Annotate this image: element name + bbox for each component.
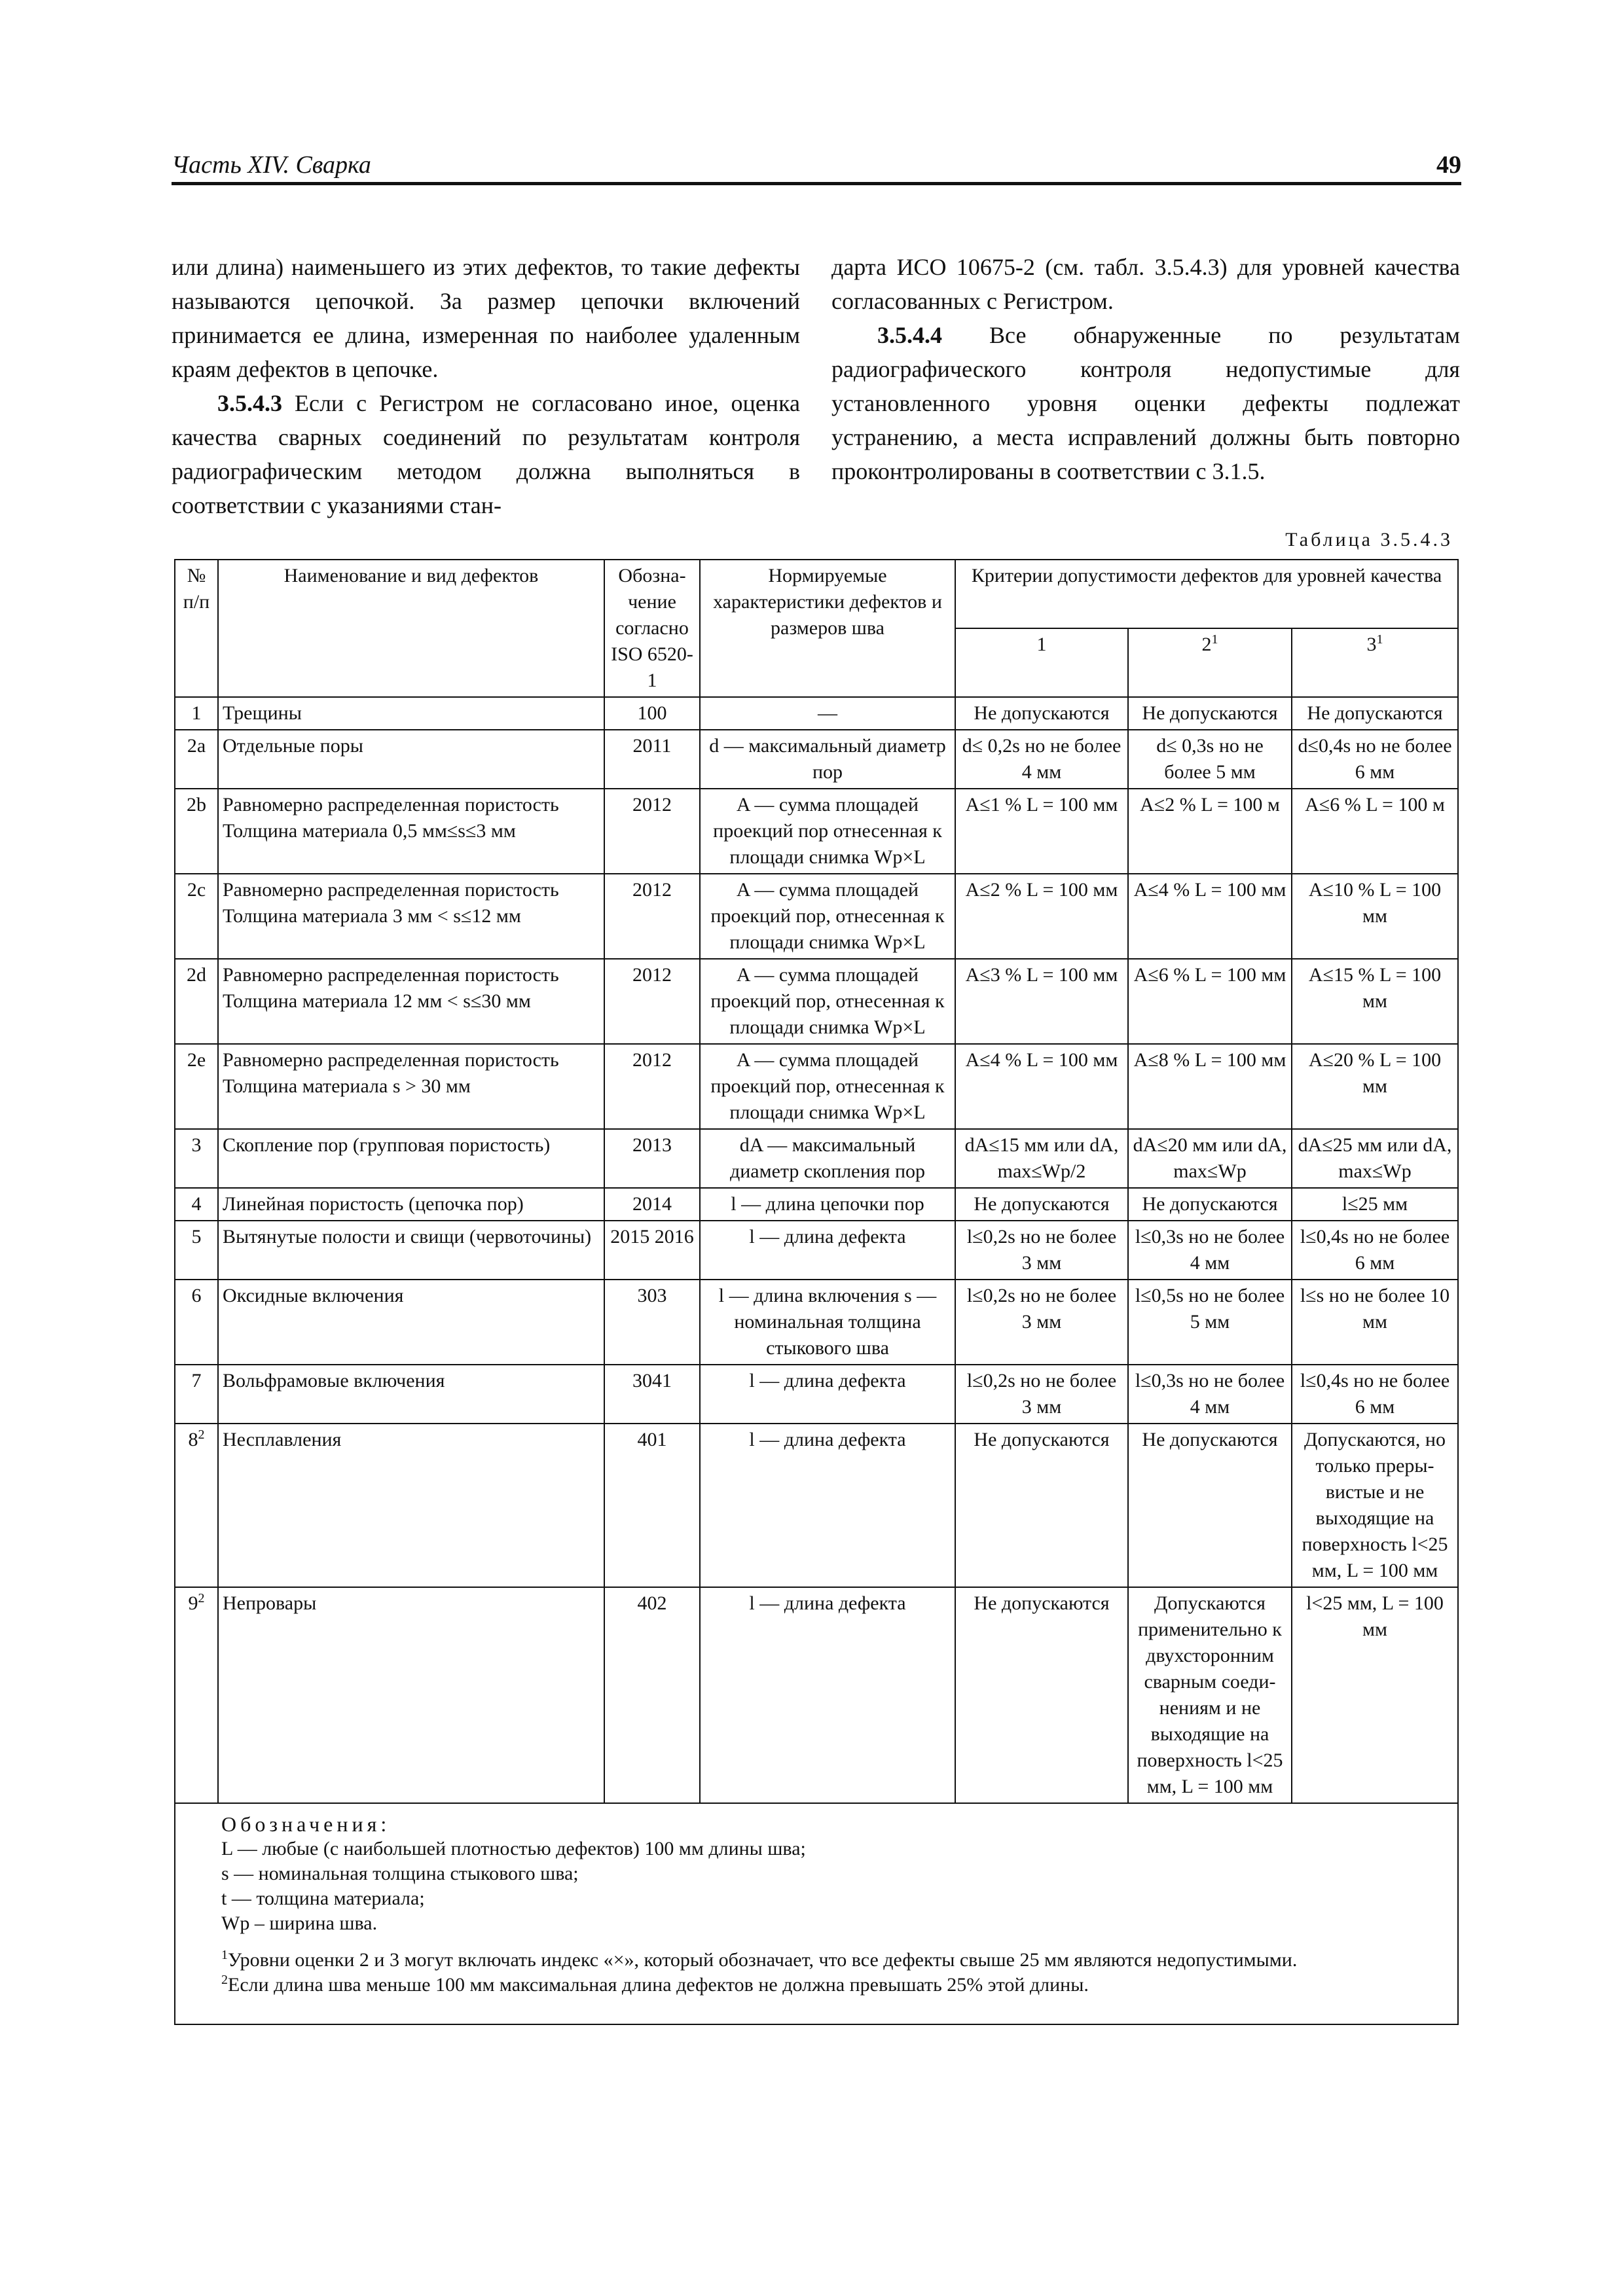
paragraph: дарта ИСО 10675-2 (см. табл. 3.5.4.3) для уровней качества согласованных с Регистром. — [831, 254, 1460, 314]
level-1-criterion: A≤2 % L = 100 мм — [955, 874, 1128, 959]
iso-code: 2012 — [604, 874, 700, 959]
level-3-criterion: A≤6 % L = 100 м — [1292, 789, 1458, 874]
level-1-criterion: Не допускаются — [955, 1424, 1128, 1587]
header-level-1: 1 — [955, 628, 1128, 697]
defect-name: Непровары — [218, 1587, 604, 1803]
row-number: 2a — [175, 730, 218, 789]
table-row — [175, 697, 1458, 730]
defects-table — [174, 559, 1459, 2025]
level-1-criterion: l≤0,2s но не более 3 мм — [955, 1365, 1128, 1424]
row-number: 4 — [175, 1188, 218, 1221]
iso-code: 2012 — [604, 959, 700, 1044]
level-1-criterion: Не допускаются — [955, 1587, 1128, 1803]
characteristic: l — длина дефекта — [700, 1424, 955, 1587]
iso-code: 2012 — [604, 1044, 700, 1129]
characteristic: A — сумма площадей проекций пор, отнесенная к площади снимка Wp×L — [700, 874, 955, 959]
level-2-criterion: Допускаются применительно к двухсторонним сварным соеди-нениям и не выходящие на поверхность l<25 мм, L = 100 мм — [1128, 1587, 1292, 1803]
row-number: 1 — [175, 697, 218, 730]
table-row — [175, 1424, 1458, 1587]
level-2-criterion: Не допускаются — [1128, 1188, 1292, 1221]
table-row — [175, 959, 1458, 1044]
paragraph — [831, 318, 1460, 488]
paragraph: или длина) наименьшего из этих дефектов, то такие дефекты называются цепочкой. За размер цепочки включений принимается ее длина, измеренная по наиболее удаленным краям дефектов в цепочке. — [172, 254, 800, 382]
level-1-criterion: A≤4 % L = 100 мм — [955, 1044, 1128, 1129]
characteristic: dA — максимальный диаметр скопления пор — [700, 1129, 955, 1188]
iso-code: 2013 — [604, 1129, 700, 1188]
paragraph-text: Если с Регистром не согласовано иное, оценка качества сварных соединений по результатам контроля радиографическим методом должна выполняться в соответствии с указаниями стан- — [172, 390, 800, 518]
left-column — [172, 250, 800, 522]
level-2-criterion: d≤ 0,3s но не более 5 мм — [1128, 730, 1292, 789]
header-characteristics: Нормируемые характеристики дефектов и размеров шва — [700, 560, 955, 697]
row-number: 2c — [175, 874, 218, 959]
row-number: 6 — [175, 1280, 218, 1365]
section-number: 3.5.4.4 — [877, 322, 942, 348]
level-1-criterion: A≤3 % L = 100 мм — [955, 959, 1128, 1044]
header-level-3: $3^1$ — [1292, 628, 1458, 697]
note-item: s — номинальная толщина стыкового шва; — [221, 1863, 579, 1884]
level-1-criterion: Не допускаются — [955, 697, 1128, 730]
iso-code: 2012 — [604, 789, 700, 874]
iso-code: 2014 — [604, 1188, 700, 1221]
defect-name: Равномерно распределенная пористость Толщина материала 3 мм < s≤12 мм — [218, 874, 604, 959]
iso-code: 401 — [604, 1424, 700, 1587]
header-name: Наименование и вид дефектов — [218, 560, 604, 697]
level-1-criterion: A≤1 % L = 100 мм — [955, 789, 1128, 874]
paragraph-text: Все обнаруженные по результатам радиографического контроля недопустимые для установленного уровня оценки дефекты подлежат устранению, а места исправлений должны быть повторно проконтролированы в соответствии с 3.1.5. — [831, 322, 1460, 484]
characteristic: — — [700, 697, 955, 730]
table-row — [175, 1129, 1458, 1188]
defect-name: Равномерно распределенная пористость Толщина материала 0,5 мм≤s≤3 мм — [218, 789, 604, 874]
table-body — [175, 697, 1458, 1803]
table-row — [175, 789, 1458, 874]
defect-name: Вольфрамовые включения — [218, 1365, 604, 1424]
level-1-criterion: d≤ 0,2s но не более 4 мм — [955, 730, 1128, 789]
level-2-criterion: A≤8 % L = 100 мм — [1128, 1044, 1292, 1129]
row-number: $8^2$ — [175, 1424, 218, 1587]
level-3-criterion: Не допускаются — [1292, 697, 1458, 730]
characteristic: l — длина включения s — номинальная толщина стыкового шва — [700, 1280, 955, 1365]
level-3-criterion: A≤15 % L = 100 мм — [1292, 959, 1458, 1044]
level-1-criterion: dA≤15 мм или dA, max≤Wp/2 — [955, 1129, 1128, 1188]
row-number: 3 — [175, 1129, 218, 1188]
paragraph — [172, 386, 800, 522]
level-1-criterion: Не допускаются — [955, 1188, 1128, 1221]
characteristic: l — длина дефекта — [700, 1365, 955, 1424]
level-2-criterion: A≤6 % L = 100 мм — [1128, 959, 1292, 1044]
level-2-criterion: l≤0,3s но не более 4 мм — [1128, 1365, 1292, 1424]
footnote-1: $^1$Уровни оценки 2 и 3 могут включать индекс «×», который обозначает, что все дефекты свыше 25 мм являются недопустимыми. — [221, 1948, 1298, 1971]
table-row — [175, 1280, 1458, 1365]
defect-name: Скопление пор (групповая пористость) — [218, 1129, 604, 1188]
characteristic: A — сумма площадей проекций пор отнесенная к площади снимка Wp×L — [700, 789, 955, 874]
characteristic: d — максимальный диаметр пор — [700, 730, 955, 789]
level-2-criterion: Не допускаются — [1128, 697, 1292, 730]
defect-name: Равномерно распределенная пористость Толщина материала s > 30 мм — [218, 1044, 604, 1129]
iso-code: 100 — [604, 697, 700, 730]
row-number: 7 — [175, 1365, 218, 1424]
level-2-criterion: Не допускаются — [1128, 1424, 1292, 1587]
note-item: L — любые (с наибольшей плотностью дефектов) 100 мм длины шва; — [221, 1838, 806, 1859]
level-3-criterion: l<25 мм, L = 100 мм — [1292, 1587, 1458, 1803]
level-3-criterion: l≤s но не более 10 мм — [1292, 1280, 1458, 1365]
running-title: Часть XIV. Сварка — [172, 151, 371, 179]
level-3-criterion: A≤10 % L = 100 мм — [1292, 874, 1458, 959]
level-2-criterion: l≤0,5s но не более 5 мм — [1128, 1280, 1292, 1365]
defect-name: Линейная пористость (цепочка пор) — [218, 1188, 604, 1221]
row-number: 2e — [175, 1044, 218, 1129]
table-notes — [175, 1803, 1458, 2024]
row-number: 2d — [175, 959, 218, 1044]
header-num: № п/п — [175, 560, 218, 697]
header-criteria: Критерии допустимости дефектов для уровней качества — [955, 560, 1458, 628]
right-column — [831, 250, 1460, 488]
header-level-2: $2^1$ — [1128, 628, 1292, 697]
level-2-criterion: l≤0,3s но не более 4 мм — [1128, 1221, 1292, 1280]
defect-name: Равномерно распределенная пористость Толщина материала 12 мм < s≤30 мм — [218, 959, 604, 1044]
level-3-criterion: Допускаются, но только преры-вистые и не выходящие на поверхность l<25 мм, L = 100 мм — [1292, 1424, 1458, 1587]
defect-name: Отдельные поры — [218, 730, 604, 789]
section-number: 3.5.4.3 — [217, 390, 282, 416]
page-number: 49 — [1436, 151, 1461, 179]
notes-title: Обозначения: — [221, 1812, 391, 1836]
iso-code: 2011 — [604, 730, 700, 789]
defect-name: Оксидные включения — [218, 1280, 604, 1365]
table-row — [175, 1365, 1458, 1424]
level-1-criterion: l≤0,2s но не более 3 мм — [955, 1280, 1128, 1365]
iso-code: 303 — [604, 1280, 700, 1365]
level-3-criterion: l≤0,4s но не более 6 мм — [1292, 1221, 1458, 1280]
level-2-criterion: A≤4 % L = 100 мм — [1128, 874, 1292, 959]
row-number: 2b — [175, 789, 218, 874]
characteristic: A — сумма площадей проекций пор, отнесенная к площади снимка Wp×L — [700, 959, 955, 1044]
iso-code: 2015 2016 — [604, 1221, 700, 1280]
characteristic: l — длина дефекта — [700, 1221, 955, 1280]
table-row — [175, 1044, 1458, 1129]
row-number: $9^2$ — [175, 1587, 218, 1803]
table-row — [175, 1221, 1458, 1280]
level-1-criterion: l≤0,2s но не более 3 мм — [955, 1221, 1128, 1280]
iso-code: 3041 — [604, 1365, 700, 1424]
level-3-criterion: dA≤25 мм или dA, max≤Wp — [1292, 1129, 1458, 1188]
table-caption: Таблица 3.5.4.3 — [1285, 529, 1453, 550]
level-2-criterion: A≤2 % L = 100 м — [1128, 789, 1292, 874]
note-item: Wp – ширина шва. — [221, 1912, 378, 1934]
page-header — [172, 145, 1461, 185]
level-3-criterion: l≤25 мм — [1292, 1188, 1458, 1221]
level-2-criterion: dA≤20 мм или dA, max≤Wp — [1128, 1129, 1292, 1188]
characteristic: l — длина цепочки пор — [700, 1188, 955, 1221]
table-row — [175, 730, 1458, 789]
footnote-2: $^2$Если длина шва меньше 100 мм максимальная длина дефектов не должна превышать 25% этой длины. — [221, 1973, 1089, 1996]
defect-name: Трещины — [218, 697, 604, 730]
characteristic: A — сумма площадей проекций пор, отнесенная к площади снимка Wp×L — [700, 1044, 955, 1129]
defect-name: Несплавления — [218, 1424, 604, 1587]
table-row — [175, 874, 1458, 959]
characteristic: l — длина дефекта — [700, 1587, 955, 1803]
level-3-criterion: A≤20 % L = 100 мм — [1292, 1044, 1458, 1129]
row-number: 5 — [175, 1221, 218, 1280]
table-row — [175, 1587, 1458, 1803]
level-3-criterion: l≤0,4s но не более 6 мм — [1292, 1365, 1458, 1424]
iso-code: 402 — [604, 1587, 700, 1803]
note-item: t — толщина материала; — [221, 1888, 425, 1909]
header-designation: Обозна-чение согласно ISO 6520-1 — [604, 560, 700, 697]
level-3-criterion: d≤0,4s но не более 6 мм — [1292, 730, 1458, 789]
defect-name: Вытянутые полости и свищи (червоточины) — [218, 1221, 604, 1280]
table-row — [175, 1188, 1458, 1221]
